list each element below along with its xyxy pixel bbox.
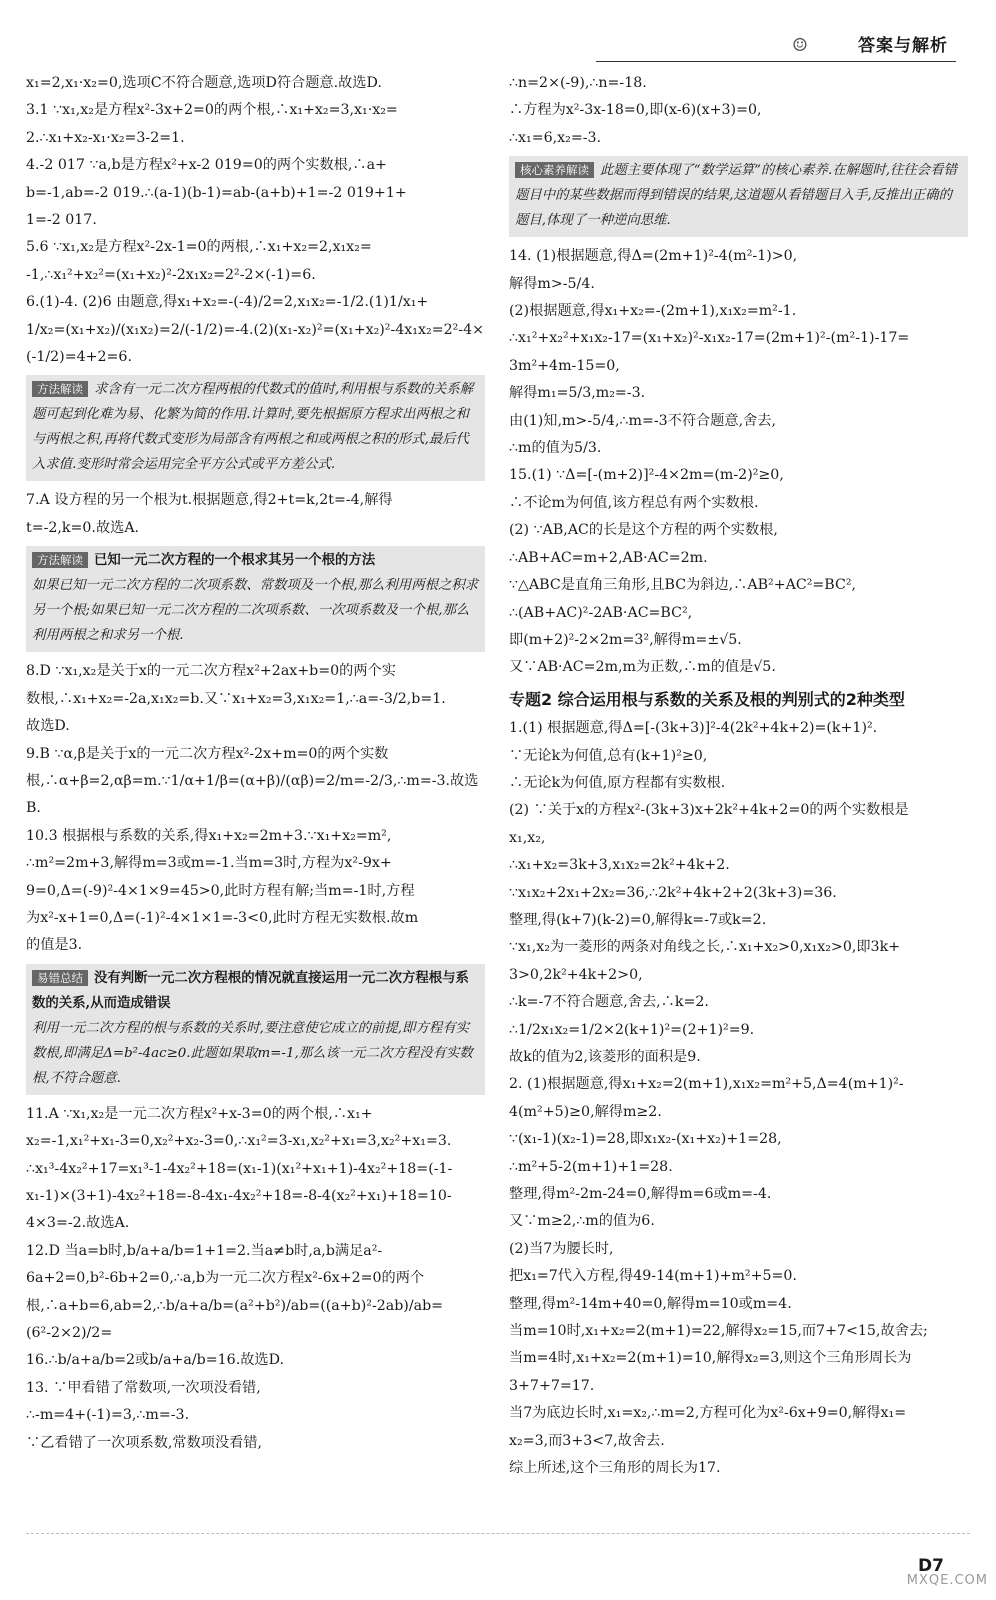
text-line: 3+7+7=17. (509, 1377, 595, 1394)
box-tag: 方法解读 (32, 381, 88, 397)
text-line: 6a+2=0,b²-6b+2=0,∴a,b为一元二次方程x²-6x+2=0的两个 (26, 1270, 425, 1287)
header-title: 答案与解析 (858, 36, 948, 56)
text-line: 当7为底边长时,x₁=x₂,∴m=2,方程可化为x²-6x+9=0,解得x₁= (509, 1405, 907, 1422)
text-line: 又∵AB·AC=2m,m为正数,∴m的值是√5. (509, 659, 776, 676)
text-line: 1/x₂=(x₁+x₂)/(x₁x₂)=2/(-1/2)=-4.(2)(x₁-x₂)²=(x₁+x₂)²-4x₁x₂=2²-4× (26, 321, 484, 338)
text-line: 根,∴α+β=2,αβ=m.∵1/α+1/β=(α+β)/(αβ)=2/m=-2/3,∴m=-3.故选B. (26, 772, 479, 817)
text-line: ∴不论m为何值,该方程总有两个实数根. (509, 494, 759, 511)
text-line: (2) ∵AB,AC的长是这个方程的两个实数根, (509, 522, 778, 539)
text-line: 2. (1)根据题意,得x₁+x₂=2(m+1),x₁x₂=m²+5,Δ=4(m+1)²- (509, 1076, 904, 1093)
text-line: 把x₁=7代入方程,得49-14(m+1)+m²+5=0. (509, 1268, 797, 1285)
text-line: ∴x₁+x₂=3k+3,x₁x₂=2k²+4k+2. (509, 857, 730, 874)
text-line: 故选D. (26, 718, 70, 735)
text-line: 6.(1)-4. (2)6 由题意,得x₁+x₂=-(-4)/2=2,x₁x₂=-1/2.(1)1/x₁+ (26, 294, 429, 311)
text-line: 当m=10时,x₁+x₂=2(m+1)=22,解得x₂=15,而7+7<15,故舍去; (509, 1323, 928, 1340)
text-line: ∴k=-7不符合题意,舍去,∴k=2. (509, 994, 709, 1011)
text-line: 2.∴x₁+x₂-x₁·x₂=3-2=1. (26, 129, 185, 146)
text-line: t=-2,k=0.故选A. (26, 519, 140, 536)
text-line: ∵x₁,x₂为一菱形的两条对角线之长,∴x₁+x₂>0,x₁x₂>0,即3k+ (509, 939, 901, 956)
text-line: ∴(AB+AC)²-2AB·AC=BC², (509, 604, 693, 621)
text-line: 3>0,2k²+4k+2>0, (509, 966, 643, 983)
text-line: ∴1/2x₁x₂=1/2×2(k+1)²=(2+1)²=9. (509, 1021, 755, 1038)
text-line: ∴n=2×(-9),∴n=-18. (509, 75, 647, 91)
text-line: 的值是3. (26, 937, 83, 954)
text-line: 4(m²+5)≥0,解得m≥2. (509, 1103, 662, 1120)
text-line: 当m=4时,x₁+x₂=2(m+1)=10,解得x₂=3,则这个三角形周长为 (509, 1350, 912, 1367)
text-line: ∵△ABC是直角三角形,且BC为斜边,∴AB²+AC²=BC², (509, 577, 857, 594)
box-tag: 易错总结 (32, 970, 88, 986)
text-line: x₁-1)×(3+1)-4x₂²+18=-8-4x₁-4x₂²+18=-8-4(x₂²+x₁)+18=10- (26, 1187, 452, 1204)
box-tag: 方法解读 (32, 552, 88, 568)
text-line: ∴方程为x²-3x-18=0,即(x-6)(x+3)=0, (509, 102, 762, 119)
box-heading: 已知一元二次方程的一个根求其另一个根的方法 (94, 552, 376, 569)
text-line: 数根,∴x₁+x₂=-2a,x₁x₂=b.又∵x₁+x₂=3,x₁x₂=1,∴a=-3/2,b=1. (26, 690, 446, 707)
text-line: 10.3 根据根与系数的关系,得x₁+x₂=2m+3.∵x₁+x₂=m², (26, 827, 392, 844)
page-number: D7 (918, 1556, 944, 1576)
text-line: 即(m+2)²-2×2m=3²,解得m=±√5. (509, 631, 742, 648)
box-heading: 没有判断一元二次方程根的情况就直接运用一元二次方程根与系数的关系,从而造成错误 (32, 969, 469, 1011)
text-line: 解得m₁=5/3,m₂=-3. (509, 385, 646, 402)
right-column (509, 70, 968, 1483)
text-line: 9.B ∵α,β是关于x的一元二次方程x²-2x+m=0的两个实数 (26, 745, 389, 762)
text-line: 整理,得m²-14m+40=0,解得m=10或m=4. (509, 1295, 792, 1312)
text-line: ∵乙看错了一次项系数,常数项没看错, (26, 1434, 263, 1451)
text-line: x₂=-1,x₁²+x₁-3=0,x₂²+x₂-3=0,∴x₁²=3-x₁,x₂²+x₁=3,x₂²+x₁=3. (26, 1133, 452, 1150)
core-literacy-box (509, 156, 968, 237)
text-line: ∴m的值为5/3. (509, 440, 602, 457)
text-line: 5.6 ∵x₁,x₂是方程x²-2x-1=0的两根,∴x₁+x₂=2,x₁x₂= (26, 239, 372, 256)
text-line: 根,∴a+b=6,ab=2,∴b/a+a/b=(a²+b²)/ab=((a+b)²-2ab)/ab=(6²-2×2)/2= (26, 1297, 444, 1341)
text-line: 4×3=-2.故选A. (26, 1215, 130, 1232)
text-line: ∵(x₁-1)(x₂-1)=28,即x₁x₂-(x₁+x₂)+1=28, (509, 1131, 782, 1148)
text-line: (2) ∵关于x的方程x²-(3k+3)x+2k²+4k+2=0的两个实数根是 (509, 802, 909, 819)
content-columns (26, 70, 970, 1483)
method-box (26, 375, 485, 481)
text-line: ∴x₁³-4x₂²+17=x₁³-1-4x₂²+18=(x₁-1)(x₁²+x₁+1)-4x₂²+18=(-1- (26, 1160, 453, 1177)
text-line: 由(1)知,m>-5/4,∴m=-3不符合题意,舍去, (509, 412, 776, 429)
text-line: 1.(1) 根据题意,得Δ=[-(3k+3)]²-4(2k²+4k+2)=(k+1)². (509, 720, 878, 737)
text-line: 4.-2 017 ∵a,b是方程x²+x-2 019=0的两个实数根,∴a+ (26, 157, 387, 174)
footer-rule (26, 1533, 970, 1534)
error-summary-box (26, 964, 485, 1095)
text-line: 又∵m≥2,∴m的值为6. (509, 1213, 655, 1230)
text-line: 11.A ∵x₁,x₂是一元二次方程x²+x-3=0的两个根,∴x₁+ (26, 1105, 373, 1122)
text-line: 16.∴b/a+a/b=2或b/a+a/b=16.故选D. (26, 1352, 284, 1369)
section-title: 专题2 综合运用根与系数的关系及根的判别式的2种类型 (509, 689, 905, 709)
text-line: ∴x₁=6,x₂=-3. (509, 129, 602, 146)
text-line: 故k的值为2,该菱形的面积是9. (509, 1049, 701, 1065)
text-line: 综上所述,这个三角形的周长为17. (509, 1460, 721, 1477)
text-line: 12.D 当a=b时,b/a+a/b=1+1=2.当a≠b时,a,b满足a²- (26, 1242, 383, 1259)
text-line: 13. ∵甲看错了常数项,一次项没看错, (26, 1379, 261, 1396)
box-text: 此题主要体现了“数学运算”的核心素养.在解题时,往往会看错题目中的某些数据而得到错误的结果,这道题从看错题目入手,反推出正确的题目,体现了一种逆向思维. (515, 163, 957, 229)
text-line: 1=-2 017. (26, 212, 97, 229)
text-line: 3m²+4m-15=0, (509, 357, 620, 374)
text-line: ∴无论k为何值,原方程都有实数根. (509, 774, 726, 791)
text-line: 9=0,Δ=(-9)²-4×1×9=45>0,此时方程有解;当m=-1时,方程 (26, 882, 415, 899)
text-line: 14. (1)根据题意,得Δ=(2m+1)²-4(m²-1)>0, (509, 248, 798, 265)
text-line: ∴-m=4+(-1)=3,∴m=-3. (26, 1407, 190, 1424)
header-rule (596, 61, 956, 62)
text-line: (-1/2)=4+2=6. (26, 349, 132, 366)
box-text: 如果已知一元二次方程的二次项系数、常数项及一个根,那么利用两根之积求另一个根;如果已知一元二次方程的二次项系数、一次项系数及一个根,那么利用两根之和求另一个根. (32, 578, 479, 644)
text-line: 7.A 设方程的另一个根为t.根据题意,得2+t=k,2t=-4,解得 (26, 492, 393, 509)
text-line: -1,∴x₁²+x₂²=(x₁+x₂)²-2x₁x₂=2²-2×(-1)=6. (26, 266, 316, 283)
text-line: 8.D ∵x₁,x₂是关于x的一元二次方程x²+2ax+b=0的两个实 (26, 663, 396, 680)
text-line: b=-1,ab=-2 019.∴(a-1)(b-1)=ab-(a+b)+1=-2 019+1+ (26, 184, 407, 201)
text-line: 整理,得m²-2m-24=0,解得m=6或m=-4. (509, 1186, 772, 1203)
text-line: 3.1 ∵x₁,x₂是方程x²-3x+2=0的两个根,∴x₁+x₂=3,x₁·x₂= (26, 102, 398, 119)
text-line: ∵x₁x₂+2x₁+2x₂=36,∴2k²+4k+2+2(3k+3)=36. (509, 884, 837, 901)
text-line: ∴m²=2m+3,解得m=3或m=-1.当m=3时,方程为x²-9x+ (26, 855, 392, 872)
text-line: ∴m²+5-2(m+1)+1=28. (509, 1158, 673, 1175)
text-line: (2)当7为腰长时, (509, 1240, 614, 1257)
box-text: 利用一元二次方程的根与系数的关系时,要注意使它成立的前提,即方程有实数根,即满足Δ=b²-4ac≥0.此题如果取m=-1,那么该一元二次方程没有实数根,不符合题意. (32, 1020, 473, 1086)
page-header (596, 30, 956, 64)
text-line: (2)根据题意,得x₁+x₂=-(2m+1),x₁x₂=m²-1. (509, 303, 797, 320)
box-text: 求含有一元二次方程两根的代数式的值时,利用根与系数的关系解题可起到化难为易、化繁为简的作用.计算时,要先根据原方程求出两根之和与两根之积,再将代数式变形为局部含有两根之和或两根之积的形式,最后代入求值.变形时常会运用完全平方公式或平方差公式. (32, 382, 474, 473)
text-line: x₁=2,x₁·x₂=0,选项C不符合题意,选项D符合题意.故选D. (26, 75, 382, 91)
box-tag: 核心素养解读 (515, 162, 594, 178)
text-line: 15.(1) ∵Δ=[-(m+2)]²-4×2m=(m-2)²≥0, (509, 467, 784, 484)
text-line: x₂=3,而3+3<7,故舍去. (509, 1432, 665, 1449)
left-column (26, 70, 485, 1483)
watermark: MXQE.COM (906, 1573, 988, 1588)
text-line: ∴x₁²+x₂²+x₁x₂-17=(x₁+x₂)²-x₁x₂-17=(2m+1)²-(m²-1)-17= (509, 330, 910, 347)
text-line: x₁,x₂, (509, 829, 546, 846)
text-line: 为x²-x+1=0,Δ=(-1)²-4×1×1=-3<0,此时方程无实数根.故m (26, 909, 419, 926)
text-line: 解得m>-5/4. (509, 275, 595, 292)
text-line: ∴AB+AC=m+2,AB·AC=2m. (509, 549, 708, 566)
text-line: ∵无论k为何值,总有(k+1)²≥0, (509, 747, 708, 764)
logo-icon: ☺ (791, 35, 808, 56)
method-box (26, 546, 485, 652)
text-line: 整理,得(k+7)(k-2)=0,解得k=-7或k=2. (509, 911, 767, 928)
